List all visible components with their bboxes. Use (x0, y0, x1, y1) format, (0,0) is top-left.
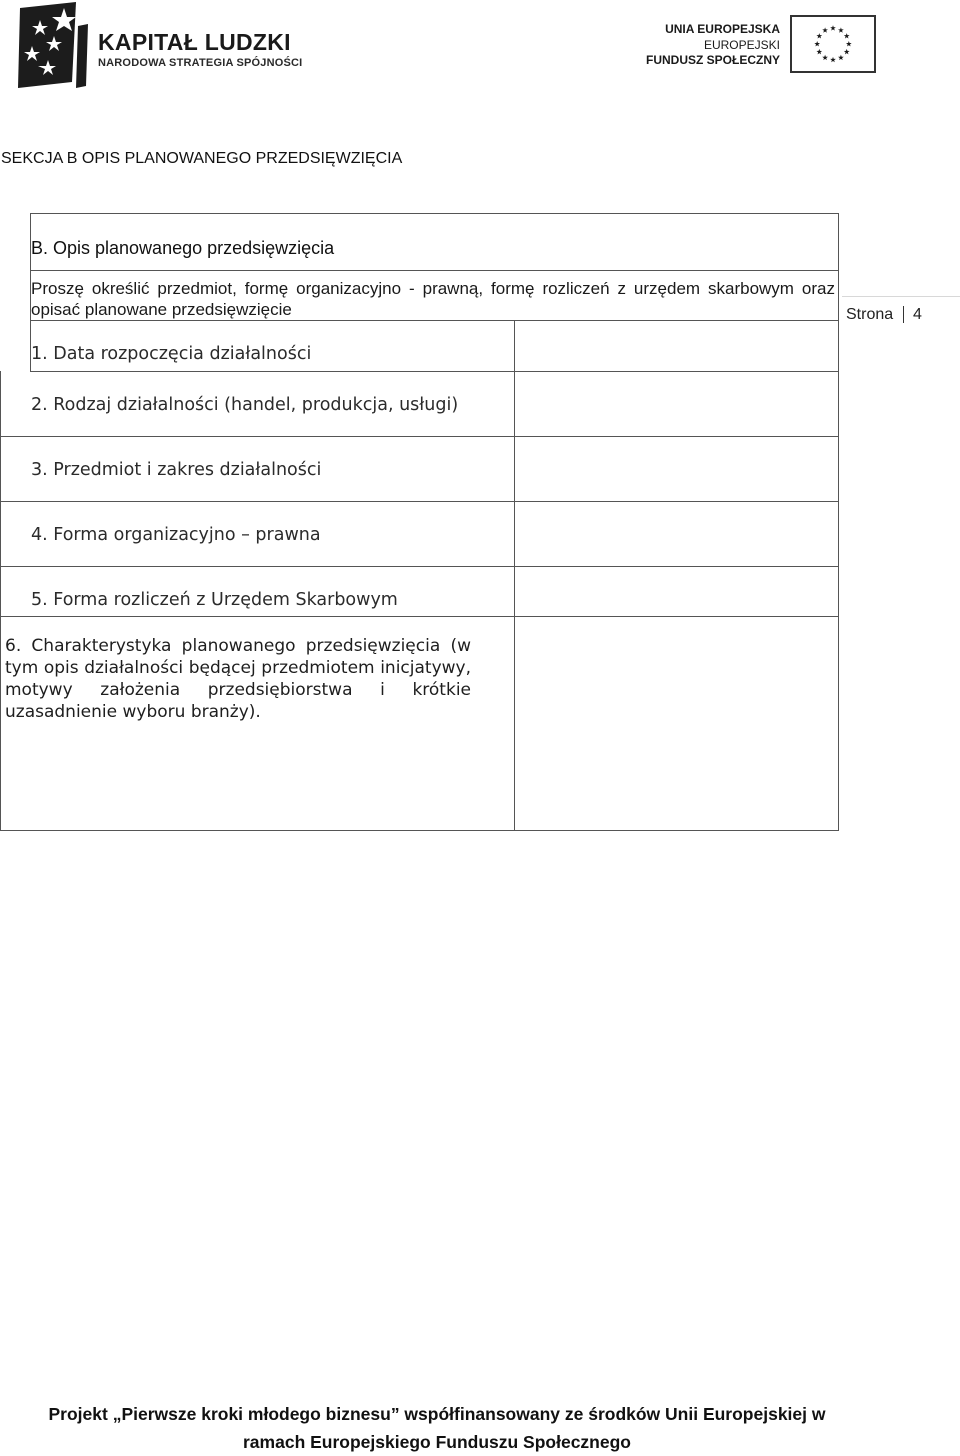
row-value-tax-form[interactable] (515, 567, 838, 616)
page-label: Strona (846, 306, 894, 323)
eu-star-icon (844, 33, 850, 38)
row-value-legal-form[interactable] (515, 502, 838, 566)
table-border-top (30, 213, 839, 214)
kapital-ludzki-emblem-icon (14, 2, 90, 90)
eu-star-icon (816, 33, 822, 38)
page-footer (0, 1400, 874, 1456)
kapital-ludzki-logo (14, 2, 314, 90)
section-title: SEKCJA B OPIS PLANOWANEGO PRZEDSIĘWZIĘCIA (1, 150, 403, 167)
row-value-start-date[interactable] (515, 321, 838, 371)
table-heading: B. Opis planowanego przedsięwzięcia (31, 238, 335, 258)
table-border-left (0, 371, 1, 831)
row-value-characteristics[interactable] (515, 617, 838, 830)
row-label-activity-type: 2. Rodzaj działalności (handel, produkcja, usługi) (31, 395, 459, 415)
row-label-scope: 3. Przedmiot i zakres działalności (31, 460, 322, 480)
row-value-activity-type[interactable] (515, 372, 838, 436)
row-label-characteristics: 6. Charakterystyka planowanego przedsięwzięcia (w tym opis działalności będącej przedmiotem inicjatywy, motywy założenia przedsiębiorstwa i krótkie uzasadnienie wyboru branży). (5, 636, 471, 722)
eu-logo-line-2: EUROPEJSKI (703, 38, 780, 52)
eu-flag-icon (790, 15, 876, 73)
row-label-legal-form: 4. Forma organizacyjno – prawna (31, 525, 321, 545)
eu-star-icon (838, 27, 844, 32)
eu-logo (636, 14, 876, 74)
page-number: 4 (913, 306, 922, 323)
eu-star-icon (822, 55, 828, 60)
eu-logo-line-3: FUNDUSZ SPOŁECZNY (645, 53, 780, 67)
table-description: Proszę określić przedmiot, formę organizacyjno - prawną, formę rozliczeń z urzędem skarbowym oraz opisać planowane przedsięwzięcie (31, 279, 835, 319)
table-divider (30, 270, 839, 271)
eu-star-icon (822, 27, 828, 32)
eu-star-icon (830, 57, 836, 62)
kapital-ludzki-subtitle: NARODOWA STRATEGIA SPÓJNOŚCI (98, 57, 303, 69)
table-border-bottom (0, 830, 839, 831)
eu-star-icon (816, 49, 822, 54)
eu-logo-line-1: UNIA EUROPEJSKA (665, 22, 780, 36)
footer-line-2: ramach Europejskiego Funduszu Społecznego (243, 1432, 631, 1452)
row-label-tax-form: 5. Forma rozliczeń z Urzędem Skarbowym (31, 590, 398, 610)
row-value-scope[interactable] (515, 437, 838, 501)
eu-star-icon (844, 49, 850, 54)
page-tag-separator (903, 306, 904, 323)
row-label-start-date: 1. Data rozpoczęcia działalności (31, 344, 312, 364)
eu-star-icon (846, 41, 852, 46)
footer-line-1: Projekt „Pierwsze kroki młodego biznesu” współfinansowany ze środków Unii Europejskiej w (48, 1404, 826, 1424)
eu-star-icon (830, 25, 836, 30)
eu-star-icon (814, 41, 820, 46)
kapital-ludzki-title: KAPITAŁ LUDZKI (98, 29, 291, 55)
eu-star-icon (838, 55, 844, 60)
table-border-right (838, 213, 839, 831)
